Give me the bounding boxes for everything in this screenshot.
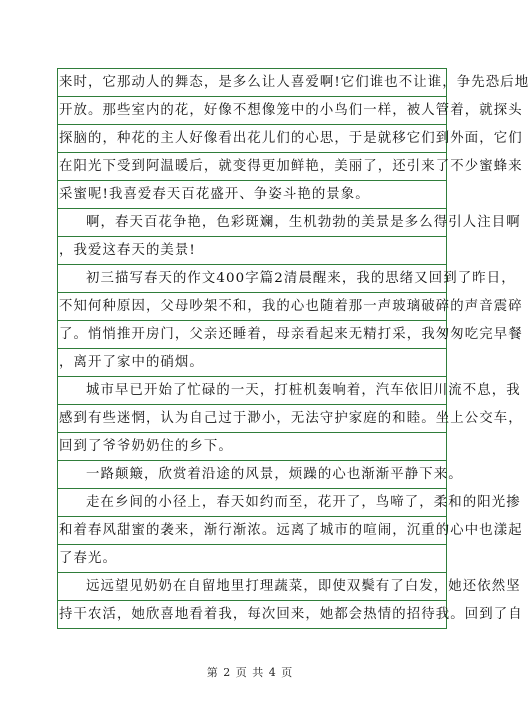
text-line: 走在乡间的小径上，春天如约而至，花开了，鸟啼了，柔和的阳光掺 <box>58 488 446 516</box>
page-number-footer: 第 2 页 共 4 页 <box>206 666 294 679</box>
text-line: 探脑的，种花的主人好像看出花儿们的心思，于是就移它们到外面，它们 <box>58 124 446 152</box>
text-line: 了春光。 <box>58 544 446 572</box>
text-line: 初三描写春天的作文400字篇2清晨醒来，我的思绪又回到了昨日， <box>58 264 446 292</box>
text-line: 远远望见奶奶在自留地里打理蔬菜，即使双鬓有了白发，她还依然坚 <box>58 572 446 600</box>
text-line: ，离开了家中的硝烟。 <box>58 348 446 376</box>
text-line: 采蜜呢!我喜爱春天百花盛开、争姿斗艳的景象。 <box>58 180 446 208</box>
text-line: 回到了爷爷奶奶住的乡下。 <box>58 432 446 460</box>
text-line: 来时，它那动人的舞态，是多么让人喜爱啊!它们谁也不让谁，争先恐后地 <box>58 68 446 96</box>
ruled-text-sheet <box>57 68 529 629</box>
text-line: 和着春风甜蜜的袭来，渐行渐浓。远离了城市的喧闹，沉重的心中也漾起 <box>58 516 446 544</box>
text-line: 了。悄悄推开房门，父亲还睡着，母亲看起来无精打采，我匆匆吃完早餐 <box>58 320 446 348</box>
text-line: 开放。那些室内的花，好像不想像笼中的小鸟们一样，被人管着，就探头 <box>58 96 446 124</box>
text-line: 感到有些迷惘，认为自己过于渺小，无法守护家庭的和睦。坐上公交车， <box>58 404 446 432</box>
text-line: 啊，春天百花争艳，色彩斑斓，生机勃勃的美景是多么得引人注目啊 <box>58 208 446 236</box>
text-line: 不知何种原因，父母吵架不和，我的心也随着那一声玻璃破碎的声音震碎 <box>58 292 446 320</box>
text-line: 持干农活，她欣喜地看着我，每次回来，她都会热情的招待我。回到了自 <box>58 600 446 629</box>
text-line: ，我爱这春天的美景! <box>58 236 446 264</box>
text-line: 一路颠簸，欣赏着沿途的风景，烦躁的心也渐渐平静下来。 <box>58 460 446 488</box>
text-line: 城市早已开始了忙碌的一天，打桩机轰响着，汽车依旧川流不息，我 <box>58 376 446 404</box>
text-line: 在阳光下受到阿温暖后，就变得更加鲜艳，美丽了，还引来了不少蜜蜂来 <box>58 152 446 180</box>
